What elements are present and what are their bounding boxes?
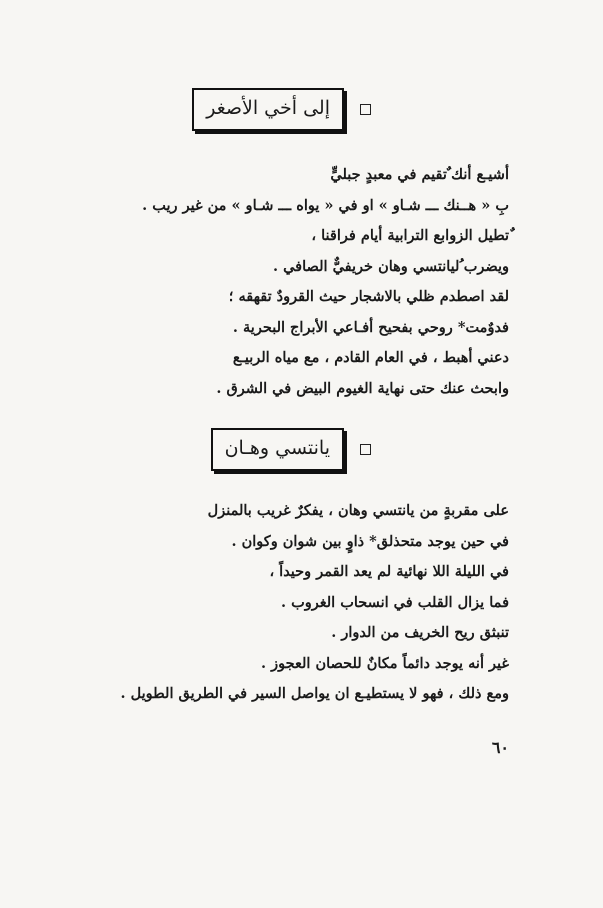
page-number: ٦٠ (491, 738, 509, 757)
poem-line: ٌتطيل الزوابع الترابية أيام فراقنا ، (311, 227, 509, 244)
poem-body-2 (100, 496, 509, 710)
poem-line: وابحث عنك حتى نهاية الغيوم البيض في الشرق . (216, 379, 509, 397)
poem-title-2: يانتسي وهـان (211, 428, 344, 471)
poem-line: تنبثق ريح الخريف من الدوار . (331, 624, 509, 641)
poem-line: دعني أهبط ، في العام القادم ، مع مياه الربيـع (232, 349, 509, 366)
square-bullet-icon (360, 104, 371, 115)
poem-line: فدوٌمت* روحي بفحيح أفـاعي الأبراج البحرية . (232, 318, 509, 336)
poem-line: فما يزال القلب في انسحاب الغروب . (280, 593, 509, 611)
square-bullet-icon (360, 444, 371, 455)
poem-title-1: إلى أخي الأصغر (192, 88, 344, 131)
poem-line: ويضرب ُليانتسي وهان خريفيٌّ الصافي . (273, 257, 509, 275)
poem-line: على مقربةٍ من يانتسي وهان ، يفكرٌ غريب بالمنزل (207, 502, 509, 519)
poem-heading-1 (192, 88, 371, 131)
poem-line: ومع ذلك ، فهو لا يستطيـع ان يواصل السير في الطريق الطويل . (120, 685, 509, 702)
poem-body-1 (100, 160, 509, 404)
poem-line: غير أنه يوجد دائماً مكانٌ للحصان العجوز . (261, 654, 509, 672)
poem-line: في حين يوجد متحذلق* ذاوٍ بين شوان وكوان . (231, 532, 509, 550)
poem-line: لقد اصطدم ظلي بالاشجار حيث القرودٌ تقهقه ؛ (228, 288, 509, 305)
poem-heading-2 (211, 428, 371, 471)
poem-line: بِ « هــنك ـــ شـاو » او في « يواه ـــ شـاو » من غير ريب . (142, 196, 509, 214)
poem-line: أشيـع أنك ٌتقيم في معبدٍ جبليٍّ (330, 166, 509, 183)
poem-line: في الليلة اللا نهائية لم يعد القمر وحيداً ، (269, 563, 509, 580)
